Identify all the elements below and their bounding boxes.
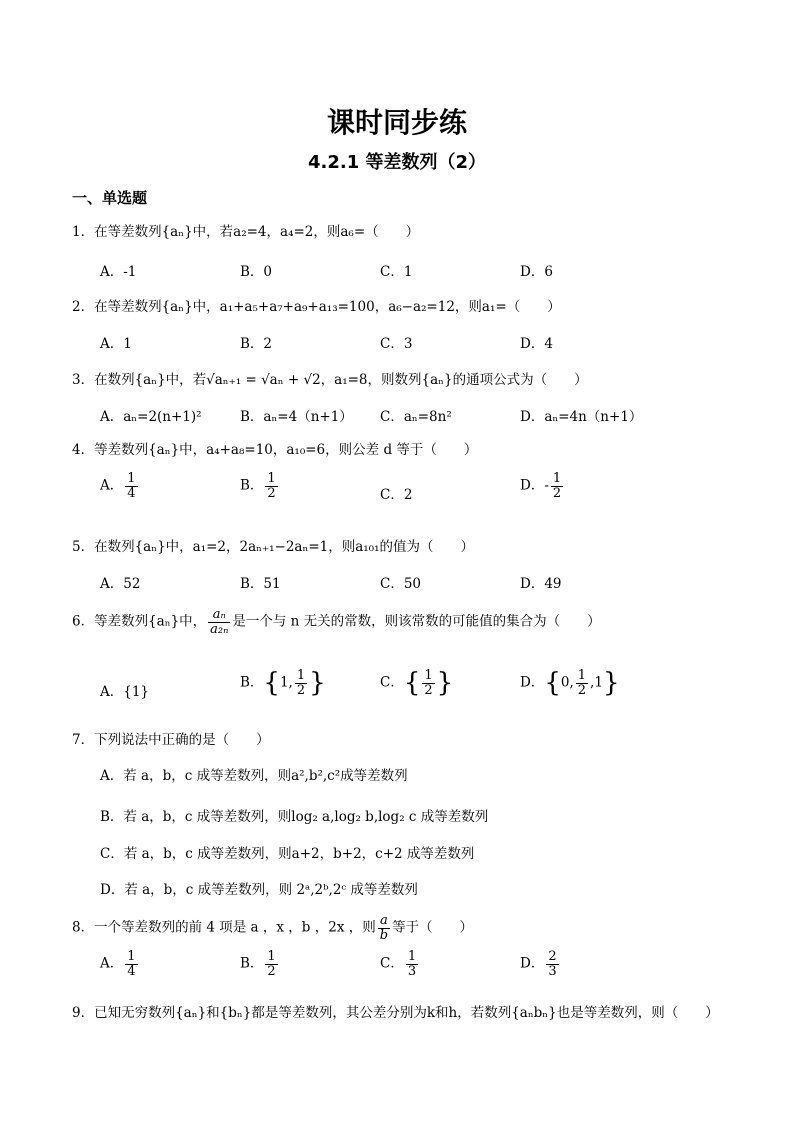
q6-option-d: D．{0, $\frac{1}{2}$ ,1} — [520, 667, 620, 698]
q3-option-b: B．aₙ=4（n+1） — [240, 409, 353, 425]
q7-option-d: D．若 a，b，c 成等差数列，则 2ᵃ,2ᵇ,2ᶜ 成等差数列 — [100, 882, 418, 898]
question-2: 2．在等差数列{aₙ}中，a₁+a₅+a₇+a₉+a₁₃=100，a₆−a₂=12，则a₁=（ ） — [72, 299, 561, 315]
q6-option-c: C．{ $\frac{1}{2}$ } — [380, 667, 454, 698]
q3-option-d: D．aₙ=4n（n+1） — [520, 409, 643, 425]
question-6: 6．等差数列{aₙ}中， $\frac{\text{aₙ}}{\text{a₂ₙ}}$ 是一个与 n 无关的常数，则该常数的可能值的集合为（ ） — [72, 607, 601, 637]
fraction: $\frac{\text{aₙ}}{\text{a₂ₙ}}$ — [210, 607, 229, 637]
q4-option-c: C．2 — [380, 487, 413, 503]
question-7: 7．下列说法中正确的是（ ） — [72, 732, 270, 748]
q1-option-a: A．-1 — [100, 264, 137, 280]
q1-option-d: D．6 — [520, 264, 553, 280]
q2-option-b: B．2 — [240, 336, 273, 352]
q5-option-d: D．49 — [520, 576, 562, 592]
fraction: $\frac{2}{3}$ — [548, 949, 557, 979]
page-title: 课时同步练 — [326, 106, 467, 139]
q4-option-a: A． $\frac{1}{4}$ — [100, 471, 136, 501]
q5-option-c: C．50 — [380, 576, 422, 592]
fraction: $\frac{1}{2}$ — [424, 667, 433, 698]
q5-option-b: B．51 — [240, 576, 281, 592]
q7-option-b: B．若 a，b，c 成等差数列，则log₂ a,log₂ b,log₂ c 成等差数列 — [100, 809, 489, 825]
q8-option-b: B． $\frac{1}{2}$ — [240, 949, 276, 979]
q5-option-a: A．52 — [100, 576, 141, 592]
q7-option-c: C．若 a，b，c 成等差数列，则a+2，b+2，c+2 成等差数列 — [100, 846, 475, 862]
q1-option-b: B．0 — [240, 264, 273, 280]
q2-option-d: D．4 — [520, 336, 553, 352]
page-subtitle: 4.2.1 等差数列（2） — [307, 152, 487, 173]
q6-option-a: A．{1} — [100, 684, 150, 700]
q3-option-a: A．aₙ=2(n+1)² — [100, 409, 202, 425]
q8-option-c: C． $\frac{1}{3}$ — [380, 949, 417, 979]
fraction: $\frac{1}{2}$ — [577, 667, 587, 698]
q8-option-d: D． $\frac{2}{3}$ — [520, 949, 557, 979]
question-1: 1．在等差数列{aₙ}中，若a₂=4，a₄=2，则a₆=（ ） — [72, 224, 420, 240]
question-8: 8．一个等差数列的前 4 项是 a ，x ，b ，2x ，则 $\frac{a}{b}$ 等于（ ） — [72, 913, 474, 943]
question-4: 4．等差数列{aₙ}中，a₄+a₈=10，a₁₀=6，则公差 d 等于（ ） — [72, 442, 478, 458]
fraction: $\frac{1}{2}$ — [267, 949, 276, 979]
question-5: 5．在数列{aₙ}中，a₁=2，2aₙ₊₁−2aₙ=1，则a₁₀₁的值为（ ） — [72, 539, 475, 555]
question-9: 9．已知无穷数列{aₙ}和{bₙ}都是等差数列，其公差分别为k和h，若数列{aₙbₙ}也是等差数列，则（ ） — [72, 1005, 719, 1021]
q2-option-a: A．1 — [100, 336, 132, 352]
q1-option-c: C．1 — [380, 264, 413, 280]
q6-option-b: B．{1, $\frac{1}{2}$ } — [240, 667, 326, 698]
fraction: $\frac{1}{4}$ — [127, 471, 136, 501]
fraction: $\frac{1}{2}$ — [552, 471, 562, 501]
fraction: $\frac{1}{4}$ — [127, 949, 136, 979]
q3-option-c: C．aₙ=8n² — [380, 409, 452, 425]
fraction: $\frac{1}{2}$ — [296, 667, 306, 698]
fraction: $\frac{1}{2}$ — [267, 471, 276, 501]
section-heading: 一、单选题 — [72, 189, 148, 207]
q8-option-a: A． $\frac{1}{4}$ — [100, 949, 136, 979]
q4-option-b: B． $\frac{1}{2}$ — [240, 471, 276, 501]
fraction: $\frac{a}{b}$ — [379, 913, 389, 943]
fraction: $\frac{1}{3}$ — [407, 949, 417, 979]
q7-option-a: A．若 a，b，c 成等差数列，则a²,b²,c²成等差数列 — [100, 768, 408, 784]
q4-option-d: D．- $\frac{1}{2}$ — [520, 471, 562, 501]
question-3: 3．在数列{aₙ}中，若√aₙ₊₁ = √aₙ + √2，a₁=8，则数列{aₙ}的通项公式为（ ） — [72, 372, 588, 388]
q2-option-c: C．3 — [380, 336, 413, 352]
